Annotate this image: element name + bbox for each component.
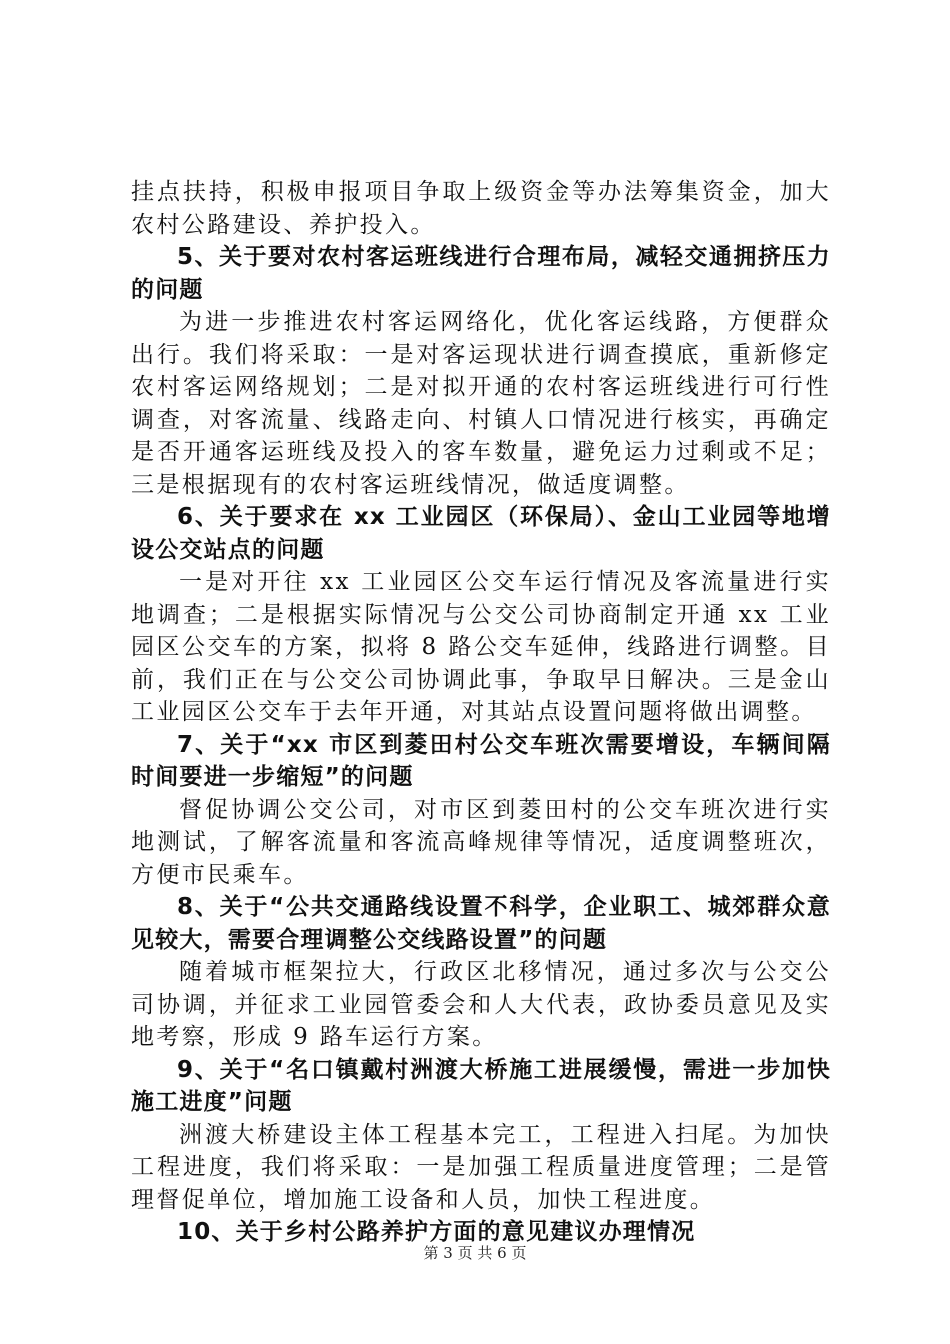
body-paragraph-8: 随着城市框架拉大，行政区北移情况，通过多次与公交公司协调，并征求工业园管委会和人大代表，政协委员意见及实地考察，形成 9 路车运行方案。: [131, 959, 831, 1050]
body-paragraph-9: 洲渡大桥建设主体工程基本完工，工程进入扫尾。为加快工程进度，我们将采取：一是加强工程质量进度管理；二是管理督促单位，增加施工设备和人员，加快工程进度。: [131, 1121, 831, 1213]
section-heading-6: 6、关于要求在 xx 工业园区（环保局）、金山工业园等地增设公交站点的问题: [131, 504, 831, 563]
section-heading-5: 5、关于要对农村客运班线进行合理布局，减轻交通拥挤压力的问题: [131, 244, 831, 303]
body-paragraph-6: 一是对开往 xx 工业园区公交车运行情况及客流量进行实地调查；二是根据实际情况与公交公司协商制定开通 xx 工业园区公交车的方案，拟将 8 路公交车延伸，线路进行调整。目前，我们正在与公交公司协调此事，争取早日解决。三是金山工业园区公交车于去年开通，对其站点设置问题将做出调整。: [131, 569, 831, 725]
document-body: [131, 176, 831, 1249]
body-paragraph-continuation: 挂点扶持，积极申报项目争取上级资金等办法筹集资金，加大农村公路建设、养护投入。: [131, 179, 831, 238]
section-heading-7: 7、关于“xx 市区到菱田村公交车班次需要增设，车辆间隔时间要进一步缩短”的问题: [131, 731, 831, 790]
section-heading-10: 10、关于乡村公路养护方面的意见建议办理情况: [177, 1219, 696, 1245]
section-heading-9: 9、关于“名口镇戴村洲渡大桥施工进展缓慢，需进一步加快施工进度”问题: [131, 1056, 831, 1115]
body-paragraph-7: 督促协调公交公司，对市区到菱田村的公交车班次进行实地测试，了解客流量和客流高峰规律等情况，适度调整班次，方便市民乘车。: [131, 796, 831, 888]
section-heading-8: 8、关于“公共交通路线设置不科学，企业职工、城郊群众意见较大，需要合理调整公交线路设置”的问题: [131, 894, 831, 953]
body-paragraph-5: 为进一步推进农村客运网络化，优化客运线路，方便群众出行。我们将采取：一是对客运现状进行调查摸底，重新修定农村客运网络规划；二是对拟开通的农村客运班线进行可行性调查，对客流量、线路走向、村镇人口情况进行核实，再确定是否开通客运班线及投入的客车数量，避免运力过剩或不足；三是根据现有的农村客运班线情况，做适度调整。: [131, 309, 831, 498]
page-number-footer: 第 3 页 共 6 页: [423, 1244, 527, 1262]
